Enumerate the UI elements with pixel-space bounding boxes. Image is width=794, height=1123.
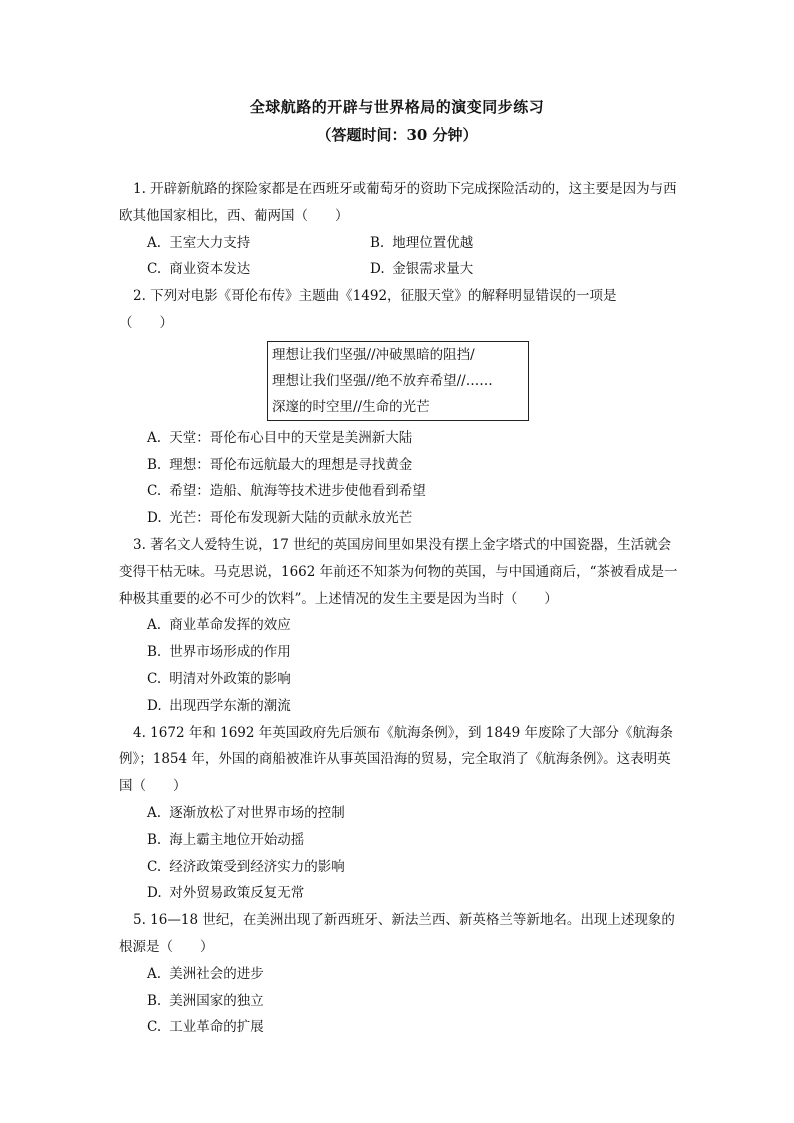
lyrics-line: 理想让我们坚强//冲破黑暗的阻挡/ xyxy=(272,346,475,363)
option-a[interactable]: A. 王室大力支持 xyxy=(147,234,251,251)
option-a[interactable]: A. 天堂：哥伦布心目中的天堂是美洲新大陆 xyxy=(147,429,413,446)
question-3 xyxy=(119,532,679,720)
question-5 xyxy=(119,907,679,1041)
question-stem: 5. 16—18 世纪，在美洲出现了新西班牙、新法兰西、新英格兰等新地名。出现上述现象的根源是（ ） xyxy=(119,912,675,955)
question-1 xyxy=(119,176,679,283)
option-c[interactable]: C. 商业资本发达 xyxy=(147,261,251,278)
option-c[interactable]: C. 工业革命的扩展 xyxy=(147,1019,264,1036)
question-stem: 1. 开辟新航路的探险家都是在西班牙或葡萄牙的资助下完成探险活动的，这主要是因为与西欧其他国家相比，西、葡两国（ ） xyxy=(119,181,677,224)
question-stem: 4. 1672 年和 1692 年英国政府先后颁布《航海条例》，到 1849 年废除了大部分《航海条例》；1854 年，外国的商船被准许从事英国沿海的贸易，完全取消了《航海条例》。这表明英国（ ） xyxy=(119,724,673,795)
question-stem: 2. 下列对电影《哥伦布传》主题曲《1492，征服天堂》的解释明显错误的一项是 xyxy=(133,288,617,305)
option-b[interactable]: B. 海上霸主地位开始动摇 xyxy=(147,831,305,848)
option-d[interactable]: D. 光芒：哥伦布发现新大陆的贡献永放光芒 xyxy=(147,510,413,527)
page-subtitle: （答题时间：30 分钟） xyxy=(316,126,478,144)
answer-blank: （ ） xyxy=(119,314,173,331)
option-b[interactable]: B. 理想：哥伦布远航最大的理想是寻找黄金 xyxy=(147,456,413,473)
option-c[interactable]: C. 明清对外政策的影响 xyxy=(147,670,291,687)
option-a[interactable]: A. 美洲社会的进步 xyxy=(147,965,264,982)
option-b[interactable]: B. 世界市场形成的作用 xyxy=(147,644,291,661)
question-stem: 3. 著名文人爱特生说，17 世纪的英国房间里如果没有摆上金字塔式的中国瓷器，生活就会变得干枯无味。马克思说，1662 年前还不知茶为何物的英国，与中国通商后，“茶被看成是一种极其重要的必不可少的饮料”。上述情况的发生主要是因为当时（ ） xyxy=(119,536,678,607)
option-d[interactable]: D. 对外贸易政策反复无常 xyxy=(147,885,305,902)
question-4 xyxy=(119,720,679,908)
lyrics-line: 理想让我们坚强//绝不放弃希望//…… xyxy=(272,372,493,389)
option-d[interactable]: D. 金银需求量大 xyxy=(370,261,474,278)
question-list xyxy=(119,176,679,1041)
option-a[interactable]: A. 商业革命发挥的效应 xyxy=(147,617,291,634)
option-d[interactable]: D. 出现西学东渐的潮流 xyxy=(147,697,291,714)
option-c[interactable]: C. 希望：造船、航海等技术进步使他看到希望 xyxy=(147,483,426,500)
option-a[interactable]: A. 逐渐放松了对世界市场的控制 xyxy=(147,804,345,821)
lyrics-box xyxy=(267,341,529,421)
option-row xyxy=(119,230,679,257)
question-2 xyxy=(119,283,679,532)
option-b[interactable]: B. 美洲国家的独立 xyxy=(147,992,264,1009)
option-c[interactable]: C. 经济政策受到经济实力的影响 xyxy=(147,858,345,875)
page-title: 全球航路的开辟与世界格局的演变同步练习 xyxy=(249,98,545,116)
lyrics-line: 深邃的时空里//生命的光芒 xyxy=(272,398,430,415)
option-b[interactable]: B. 地理位置优越 xyxy=(370,234,474,251)
option-row xyxy=(119,256,679,283)
